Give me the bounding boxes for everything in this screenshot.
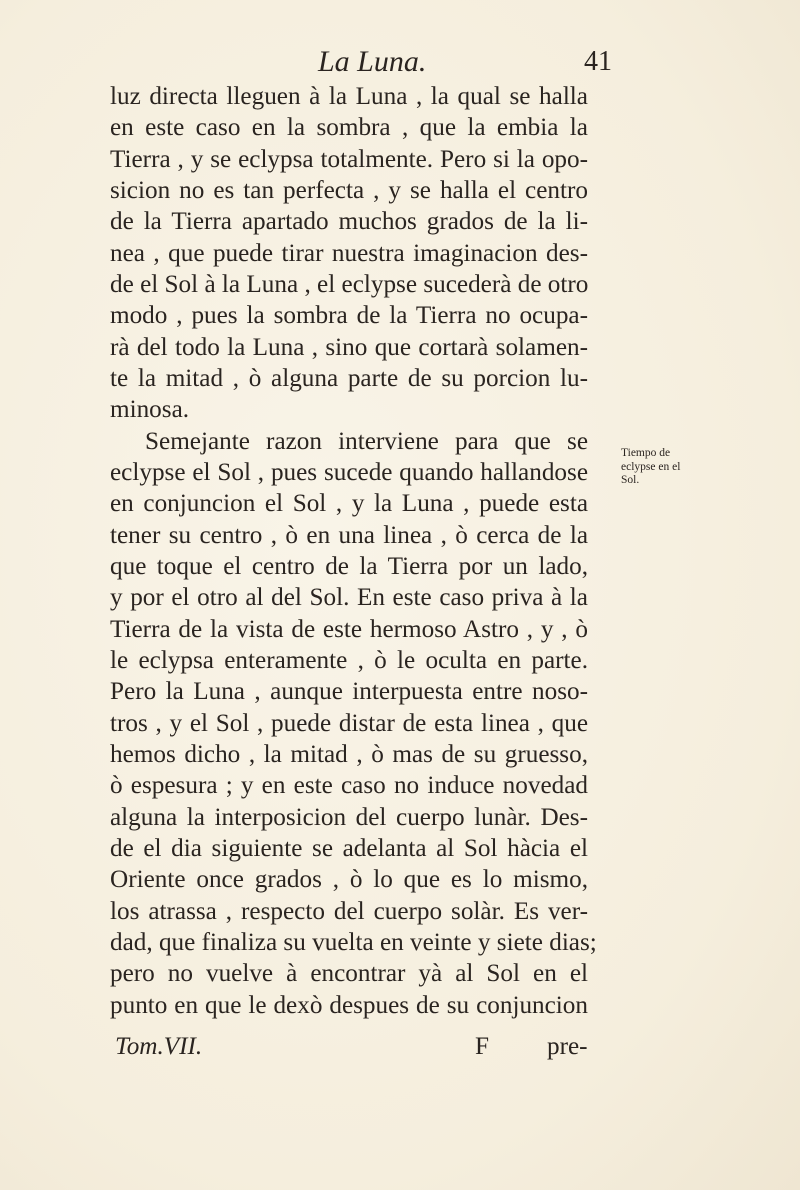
text-line: en conjuncion el Sol , y la Luna , puede esta bbox=[110, 490, 588, 518]
text-line: nea , que puede tirar nuestra imaginacion des- bbox=[110, 239, 588, 267]
text-line: pero no vuelve à encontrar yà al Sol en el bbox=[110, 960, 588, 988]
text-line: eclypse el Sol , pues sucede quando hallandose bbox=[110, 458, 588, 486]
text-line: te la mitad , ò alguna parte de su porcion lu- bbox=[110, 364, 588, 392]
margin-note bbox=[621, 447, 696, 488]
text-line: de la Tierra apartado muchos grados de la li- bbox=[110, 208, 588, 236]
text-line: dad, que finaliza su vuelta en veinte y siete dias; bbox=[110, 928, 597, 956]
catchword: pre- bbox=[547, 1033, 588, 1060]
text-line: rà del todo la Luna , sino que cortarà solamen- bbox=[110, 333, 588, 361]
text-line: los atrassa , respecto del cuerpo solàr. Es ver- bbox=[110, 897, 588, 925]
text-line: sicion no es tan perfecta , y se halla el centro bbox=[110, 176, 588, 204]
margin-note-line: Sol. bbox=[621, 474, 640, 486]
text-line: Oriente once grados , ò lo que es lo mismo, bbox=[110, 866, 588, 894]
running-head bbox=[0, 42, 800, 82]
text-line: tros , y el Sol , puede distar de esta linea , que bbox=[110, 709, 588, 737]
page-number: 41 bbox=[584, 46, 612, 77]
paragraph-start-line: Semejante razon interviene para que se bbox=[145, 427, 588, 455]
text-line: de el Sol à la Luna , el eclypse sucederà de otro bbox=[110, 270, 589, 298]
text-line: modo , pues la sombra de la Tierra no ocupa- bbox=[110, 302, 588, 330]
text-line: Tierra , y se eclypsa totalmente. Pero si la opo- bbox=[110, 145, 588, 173]
text-line: tener su centro , ò en una linea , ò cerca de la bbox=[110, 521, 588, 549]
text-line: en este caso en la sombra , que la embia la bbox=[110, 114, 588, 142]
signature-letter: F bbox=[475, 1033, 490, 1060]
running-title: La Luna. bbox=[318, 45, 427, 78]
margin-note-line: Tiempo de bbox=[621, 447, 671, 459]
paragraph-end-line: minosa. bbox=[110, 396, 190, 424]
text-line: de el dia siguiente se adelanta al Sol hàcia el bbox=[110, 834, 588, 862]
body-text bbox=[110, 81, 597, 1021]
text-line: y por el otro al del Sol. En este caso priva à la bbox=[110, 584, 588, 612]
signature-mark: Tom.VII. bbox=[115, 1033, 203, 1060]
text-line: Tierra de la vista de este hermoso Astro , y , ò bbox=[110, 615, 588, 643]
text-line: hemos dicho , la mitad , ò mas de su gruesso, bbox=[110, 740, 588, 768]
page-footer bbox=[0, 1029, 800, 1069]
text-line: luz directa lleguen à la Luna , la qual se halla bbox=[110, 83, 588, 110]
text-line: alguna la interposicion del cuerpo lunàr. Des- bbox=[110, 803, 588, 831]
text-line: le eclypsa enteramente , ò le oculta en parte. bbox=[110, 646, 588, 674]
text-line: que toque el centro de la Tierra por un lado, bbox=[110, 552, 588, 580]
text-line: Pero la Luna , aunque interpuesta entre noso- bbox=[110, 678, 588, 706]
text-line: punto en que le dexò despues de su conjuncion bbox=[110, 991, 588, 1019]
margin-note-line: eclypse en el bbox=[621, 460, 681, 473]
text-line: ò espesura ; y en este caso no induce novedad bbox=[110, 772, 588, 800]
